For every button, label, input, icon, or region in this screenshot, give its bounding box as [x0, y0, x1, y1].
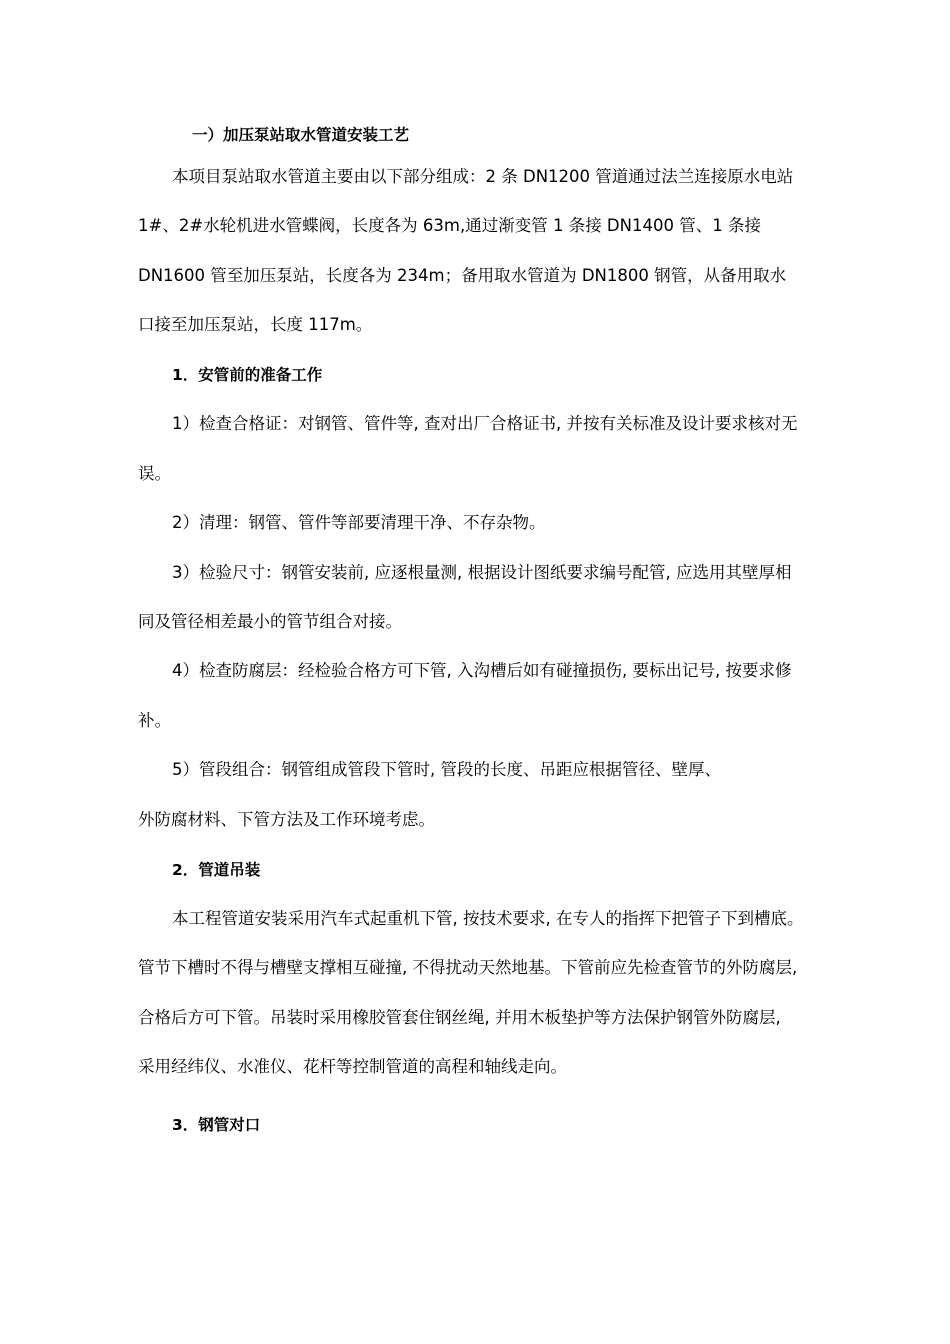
item-5-line: 5）管段组合：钢管组成管段下管时, 管段的长度、吊距应根据管径、壁厚、: [172, 760, 721, 779]
section-title: 一）加压泵站取水管道安装工艺: [192, 126, 410, 144]
subsection-3-title: 3．钢管对口: [172, 1116, 261, 1134]
intro-paragraph-line: 口接至加压泵站，长度 117m。: [138, 315, 373, 334]
intro-paragraph-line: 本项目泵站取水管道主要由以下部分组成：2 条 DN1200 管道通过法兰连接原水电站: [172, 167, 794, 186]
item-4-line: 补。: [138, 711, 171, 730]
subsection-2-line: 本工程管道安装采用汽车式起重机下管, 按技术要求, 在专人的指挥下把管子下到槽底。: [172, 909, 804, 928]
item-3-line: 同及管径相差最小的管节组合对接。: [138, 612, 402, 631]
subsection-1-title: 1．安管前的准备工作: [172, 366, 323, 384]
intro-paragraph-line: DN1600 管至加压泵站，长度各为 234m；备用取水管道为 DN1800 钢管，从备用取水: [138, 266, 787, 285]
subsection-2-line: 合格后方可下管。吊装时采用橡胶管套住钢丝绳, 并用木板垫护等方法保护钢管外防腐层,: [138, 1008, 781, 1027]
item-5-line: 外防腐材料、下管方法及工作环境考虑。: [138, 810, 435, 829]
subsection-2-title: 2．管道吊装: [172, 861, 261, 879]
item-3-line: 3）检验尺寸：钢管安装前, 应逐根量测, 根据设计图纸要求编号配管, 应选用其壁厚相: [172, 563, 792, 582]
subsection-2-line: 管节下槽时不得与槽壁支撑相互碰撞, 不得扰动天然地基。下管前应先检查管节的外防腐层,: [138, 958, 798, 977]
item-2-line: 2）清理：钢管、管件等部要清理干净、不存杂物。: [172, 513, 546, 532]
item-1-line: 1）检查合格证：对钢管、管件等, 查对出厂合格证书, 并按有关标准及设计要求核对无: [172, 414, 798, 433]
item-1-line: 误。: [138, 464, 171, 483]
intro-paragraph-line: 1#、2#水轮机进水管蝶阀，长度各为 63m,通过渐变管 1 条接 DN1400 管、1 条接: [138, 216, 761, 235]
item-4-line: 4）检查防腐层：经检验合格方可下管, 入沟槽后如有碰撞损伤, 要标出记号, 按要求修: [172, 661, 792, 680]
subsection-2-line: 采用经纬仪、水准仪、花杆等控制管道的高程和轴线走向。: [138, 1057, 567, 1076]
